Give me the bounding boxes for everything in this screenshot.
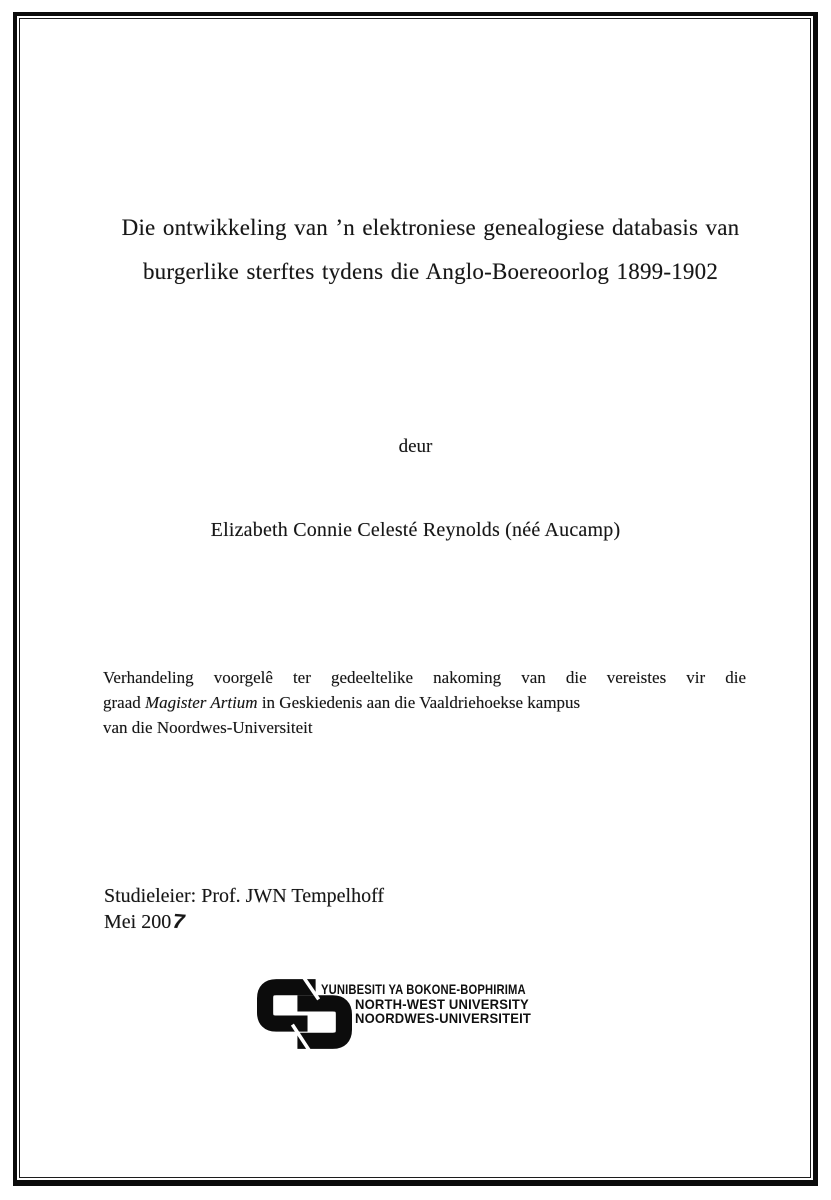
declaration-line3: van die Noordwes-Universiteit [103, 718, 313, 737]
date-last-digit: 7 [169, 909, 188, 934]
supervisor-block [104, 884, 384, 935]
logo-line-english: NORTH-WEST UNIVERSITY [355, 995, 529, 1012]
author-name: Elizabeth Connie Celesté Reynolds (néé Aucamp) [210, 519, 621, 541]
thesis-title [42, 206, 819, 294]
declaration-line2-after: in Geskiedenis aan die Vaaldriehoekse kampus [257, 693, 581, 712]
thesis-title-line2: burgerlike sterftes tydens die Anglo-Boereoorlog 1899-1902 [142, 259, 719, 284]
byline-deur: deur [398, 436, 433, 457]
date-prefix: Mei 200 [104, 910, 172, 933]
declaration-line2-before: graad [103, 693, 146, 712]
supervisor-line: Studieleier: Prof. JWN Tempelhoff [104, 885, 385, 907]
declaration-paragraph [103, 665, 746, 740]
date-line [104, 910, 384, 936]
declaration-line2 [103, 690, 746, 715]
university-logo-text [321, 982, 577, 1026]
logo-line-afrikaans: NOORDWES-UNIVERSITEIT [355, 1010, 532, 1027]
degree-name-italic: Magister Artium [145, 693, 258, 712]
thesis-title-line1: Die ontwikkeling van ’n elektroniese genealogiese databasis van [121, 215, 740, 240]
declaration-line1: Verhandeling voorgelê ter gedeeltelike nakoming van die vereistes vir die [103, 668, 746, 687]
logo-line-setswana: YUNIBESITI YA BOKONE-BOPHIRIMA [321, 981, 526, 997]
